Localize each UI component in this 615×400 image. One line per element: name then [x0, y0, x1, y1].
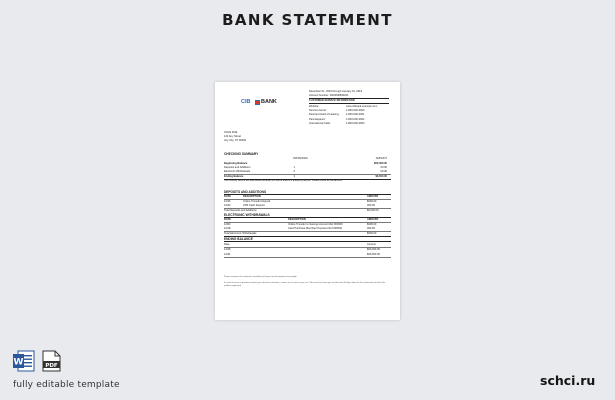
summary-amount: $0,000.00 [375, 175, 387, 178]
logo-mark-icon [255, 100, 260, 105]
deposit-desc: Online Transfer Deposit [243, 200, 271, 203]
divider [224, 257, 391, 258]
withdrawals-col: AMOUNT [367, 218, 379, 221]
footnote: In case of errors or questions about your electronic transfers, contact us as soon as you can. We must hear from you no later than 60 days after the first statement on which the problem appeared. [224, 282, 386, 287]
divider [309, 103, 389, 104]
withdrawal-amount: 000.00 [367, 227, 375, 230]
info-label: International Calls: [309, 122, 331, 125]
divider [224, 247, 391, 248]
ending-date: 12/31 [224, 253, 231, 256]
summary-label: Deposits and Additions [224, 166, 251, 169]
caption-text: fully editable template [13, 380, 120, 390]
deposits-total-amount: $0,000.00 [367, 209, 379, 212]
withdrawal-desc: Online Transfer to Savings Account Ref 000000 [288, 223, 343, 226]
account-number: Account Number: 0000008840221 [309, 94, 349, 97]
withdrawals-col: DESCRIPTION [288, 218, 306, 221]
withdrawal-date: 12/03 [224, 223, 231, 226]
ending-balance-title: ENDING BALANCE [224, 237, 253, 241]
info-label: Service Center: [309, 109, 327, 112]
withdrawals-col: DATE [224, 218, 231, 221]
statement-document [215, 82, 400, 320]
summary-label: Ending Balance [224, 175, 244, 178]
info-header: CUSTOMER SERVICE INFORMATION [309, 99, 355, 102]
word-document-icon [13, 350, 35, 372]
info-value: 1-800-000-0002 [346, 118, 365, 121]
deposits-title: DEPOSITS AND ADDITIONS [224, 190, 267, 194]
info-label: Deaf and Hard of Hearing: [309, 113, 340, 116]
logo-text-right: BANK [261, 99, 277, 105]
ending-col: Amount [367, 243, 376, 246]
deposit-date: 12/22 [224, 204, 231, 207]
customer-name: JOHN DOE [224, 131, 238, 134]
summary-count: 2 [293, 170, 295, 173]
customer-city: Any City, ST 00000 [224, 139, 247, 142]
deposit-desc: ATM Cash Deposit [243, 204, 265, 207]
ending-col: Date [224, 243, 230, 246]
statement-period: December 01, 2019 through January 01, 2019 [309, 90, 363, 93]
withdrawals-total-amount: $000.00 [367, 232, 377, 235]
divider [224, 217, 391, 218]
ending-amount: $00,000.00 [367, 253, 380, 256]
withdrawal-desc: Card Purchase Merchant Payment Ref 000000 [288, 227, 342, 230]
info-value: www.cibbank.example.com [346, 105, 378, 108]
summary-amount: $00,000.00 [374, 162, 387, 165]
info-value: 1-800-000-0000 [346, 109, 365, 112]
word-icon-letter: W [13, 357, 24, 368]
pdf-document-icon [42, 350, 61, 372]
notice-text: Your monthly service fee was waived because you had at least one qualifying deposit. Please review all transactions. [224, 180, 343, 182]
site-name[interactable]: schci.ru [540, 373, 596, 388]
summary-count: 3 [293, 175, 295, 178]
footnote: Please examine this statement carefully and report any discrepancies promptly. [224, 276, 297, 278]
summary-amount: 00.00 [380, 170, 387, 173]
checking-summary-title: CHECKING SUMMARY [224, 152, 259, 156]
info-label: Para Espanol: [309, 118, 326, 121]
summary-label: Electronic Withdrawals [224, 170, 251, 173]
summary-amount: 00.00 [380, 166, 387, 169]
ending-date: 12/28 [224, 248, 231, 251]
deposits-col: DATE [224, 195, 231, 198]
customer-address: 123 Any Street [224, 135, 242, 138]
deposit-amount: $000.00 [367, 200, 377, 203]
deposit-amount: 000.00 [367, 204, 375, 207]
withdrawal-amount: $000.00 [367, 223, 377, 226]
bank-logo [241, 99, 281, 107]
deposits-col: AMOUNT [367, 195, 379, 198]
info-value: 1-800-000-0001 [346, 113, 365, 116]
withdrawals-title: ELECTRONIC WITHDRAWALS [224, 213, 270, 217]
divider [224, 241, 391, 242]
withdrawals-total-label: Total Electronic Withdrawals [224, 232, 257, 235]
summary-label: Beginning Balance [224, 162, 248, 165]
info-value: 1-800-000-0003 [346, 122, 365, 125]
deposits-col: DESCRIPTION [243, 195, 261, 198]
pdf-icon-label: PDF [45, 362, 58, 369]
info-label: Website: [309, 105, 320, 108]
page-title: BANK STATEMENT [222, 11, 393, 29]
summary-count: 1 [293, 166, 295, 169]
withdrawal-date: 12/18 [224, 227, 231, 230]
logo-text-left: CIB [241, 99, 251, 105]
deposit-date: 12/16 [224, 200, 231, 203]
deposits-total-label: Total Deposits and Additions [224, 209, 257, 212]
summary-col: INSTANCES [293, 157, 308, 160]
summary-col: AMOUNT [375, 157, 387, 160]
ending-amount: $00,000.00 [367, 248, 380, 251]
